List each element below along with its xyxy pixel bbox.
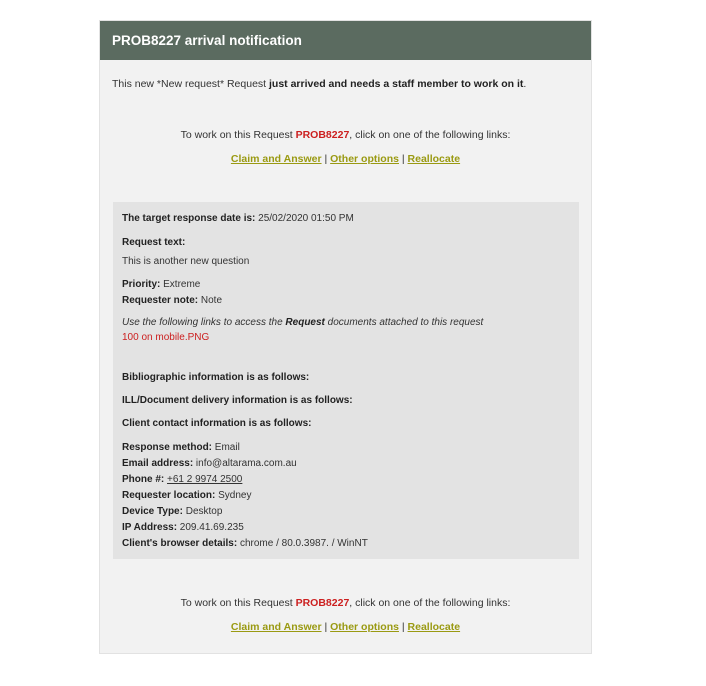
attachment-link[interactable]: 100 on mobile.PNG — [122, 332, 210, 343]
location-row — [122, 490, 252, 501]
work-prefix: To work on this Request — [180, 597, 296, 609]
attachment-instruction — [122, 317, 483, 328]
work-instruction — [100, 597, 591, 609]
client-contact-heading — [122, 418, 311, 429]
email-body — [99, 20, 592, 654]
target-date-value: 25/02/2020 01:50 PM — [255, 213, 354, 224]
reallocate-link[interactable]: Reallocate — [407, 621, 461, 633]
ill-text: ILL/Document delivery information is as follows: — [122, 395, 353, 406]
request-text-value: This is another new question — [122, 256, 250, 267]
phone-label: Phone #: — [122, 474, 165, 485]
request-text-label-text: Request text: — [122, 237, 186, 248]
intro-suffix: . — [523, 78, 527, 90]
work-block-top — [100, 129, 591, 165]
request-text-label — [122, 237, 185, 248]
work-suffix: , click on one of the following links: — [349, 597, 511, 609]
priority-value: Extreme — [160, 279, 201, 290]
request-details-panel — [113, 202, 579, 559]
location-value: Sydney — [215, 490, 252, 501]
intro-prefix: This new *New request* Request — [112, 78, 269, 90]
client-contact-text: Client contact information is as follows: — [122, 418, 312, 429]
claim-and-answer-link[interactable]: Claim and Answer — [230, 621, 322, 633]
device-row — [122, 506, 222, 517]
intro-bold: just arrived and needs a staff member to work on it — [269, 78, 524, 90]
response-method-label: Response method: — [122, 442, 213, 453]
request-id: PROB8227 — [295, 597, 350, 609]
other-options-link[interactable]: Other options — [330, 153, 399, 165]
requester-note-value: Note — [198, 295, 223, 306]
ip-label: IP Address: — [122, 522, 178, 533]
requester-note-label: Requester note: — [122, 295, 199, 306]
location-label: Requester location: — [122, 490, 216, 501]
action-links — [100, 153, 591, 165]
email-row — [122, 458, 297, 469]
bibliographic-heading — [122, 372, 309, 383]
browser-value: chrome / 80.0.3987. / WinNT — [237, 538, 368, 549]
requester-note-row — [122, 295, 222, 306]
device-value: Desktop — [182, 506, 223, 517]
attach-prefix: Use the following links to access the — [122, 317, 286, 328]
link-separator: | — [401, 153, 405, 165]
bibliographic-text: Bibliographic information is as follows: — [122, 372, 310, 383]
target-date-label: The target response date is: — [122, 213, 256, 224]
work-instruction — [100, 129, 591, 141]
phone-link[interactable]: +61 2 9974 2500 — [167, 474, 243, 485]
action-links — [100, 621, 591, 633]
device-label: Device Type: — [122, 506, 183, 517]
work-suffix: , click on one of the following links: — [349, 129, 511, 141]
response-method-row — [122, 442, 240, 453]
attach-suffix: documents attached to this request — [324, 317, 484, 328]
priority-label: Priority: — [122, 279, 161, 290]
phone-row — [122, 474, 242, 485]
work-prefix: To work on this Request — [180, 129, 296, 141]
notification-header: PROB8227 arrival notification — [100, 21, 591, 60]
link-separator: | — [324, 621, 328, 633]
ip-value: 209.41.69.235 — [177, 522, 244, 533]
browser-label: Client's browser details: — [122, 538, 238, 549]
other-options-link[interactable]: Other options — [330, 621, 399, 633]
email-value: info@altarama.com.au — [193, 458, 297, 469]
ip-row — [122, 522, 244, 533]
priority-row — [122, 279, 200, 290]
claim-and-answer-link[interactable]: Claim and Answer — [230, 153, 322, 165]
intro-text — [112, 78, 526, 90]
link-separator: | — [324, 153, 328, 165]
reallocate-link[interactable]: Reallocate — [407, 153, 461, 165]
email-label: Email address: — [122, 458, 194, 469]
target-date-row — [122, 213, 354, 224]
response-method-value: Email — [212, 442, 240, 453]
request-id: PROB8227 — [295, 129, 350, 141]
ill-heading — [122, 395, 353, 406]
link-separator: | — [401, 621, 405, 633]
attach-bold: Request — [285, 317, 325, 328]
browser-row — [122, 538, 368, 549]
work-block-bottom — [100, 597, 591, 633]
